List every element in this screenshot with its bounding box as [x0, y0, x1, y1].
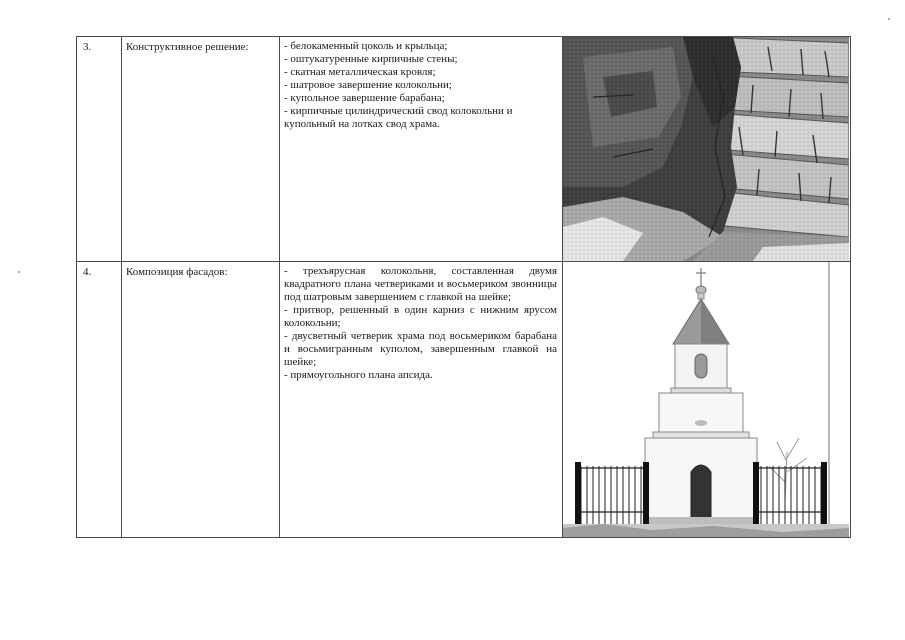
photo-cell [563, 37, 851, 262]
row-number-cell [77, 262, 122, 538]
masonry-photo-graphic [563, 37, 849, 261]
list-item: - кирпичные цилиндрический свод колокольни и купольный на лотках свод храма. [284, 104, 513, 130]
scan-speck [888, 18, 890, 20]
row-number-cell [77, 37, 122, 262]
row-label-cell [122, 37, 280, 262]
list-item: - прямоугольного плана апсида. [284, 368, 433, 381]
list-item: - шатровое завершение колокольни; [284, 78, 452, 91]
list-item: - скатная металлическая кровля; [284, 65, 436, 78]
scan-speck [18, 271, 20, 273]
row-number: 3. [83, 41, 92, 53]
description-list [280, 37, 562, 131]
description-list [280, 262, 562, 382]
list-item: - оштукатуренные кирпичные стены; [284, 52, 458, 65]
row-description-cell [280, 262, 563, 538]
characteristics-table [76, 36, 851, 538]
row-description-cell [280, 37, 563, 262]
list-item: - двусветный четверик храма под восьмериком барабана и восьмигранным куполом, завершенным главкой на шейке; [284, 329, 557, 368]
row-label: Конструктивное решение: [126, 41, 249, 53]
table-row [77, 37, 851, 262]
church-bell-tower-photo [563, 262, 850, 537]
list-item: - белокаменный цоколь и крыльца; [284, 40, 448, 52]
masonry-damage-photo [563, 37, 850, 261]
list-item: - купольное завершение барабана; [284, 91, 445, 104]
row-number: 4. [83, 266, 92, 278]
church-photo-graphic [563, 262, 849, 537]
row-label: Композиция фасадов: [126, 266, 228, 278]
list-item: - трехъярусная колокольня, составленная двумя квадратного плана четвериками и восьмериком звонницы под шатровым завершением с главкой на шейке; [284, 265, 557, 303]
table-row [77, 262, 851, 538]
row-label-cell [122, 262, 280, 538]
list-item: - притвор, решенный в один карниз с нижним ярусом колокольни; [284, 303, 557, 329]
photo-cell [563, 262, 851, 538]
